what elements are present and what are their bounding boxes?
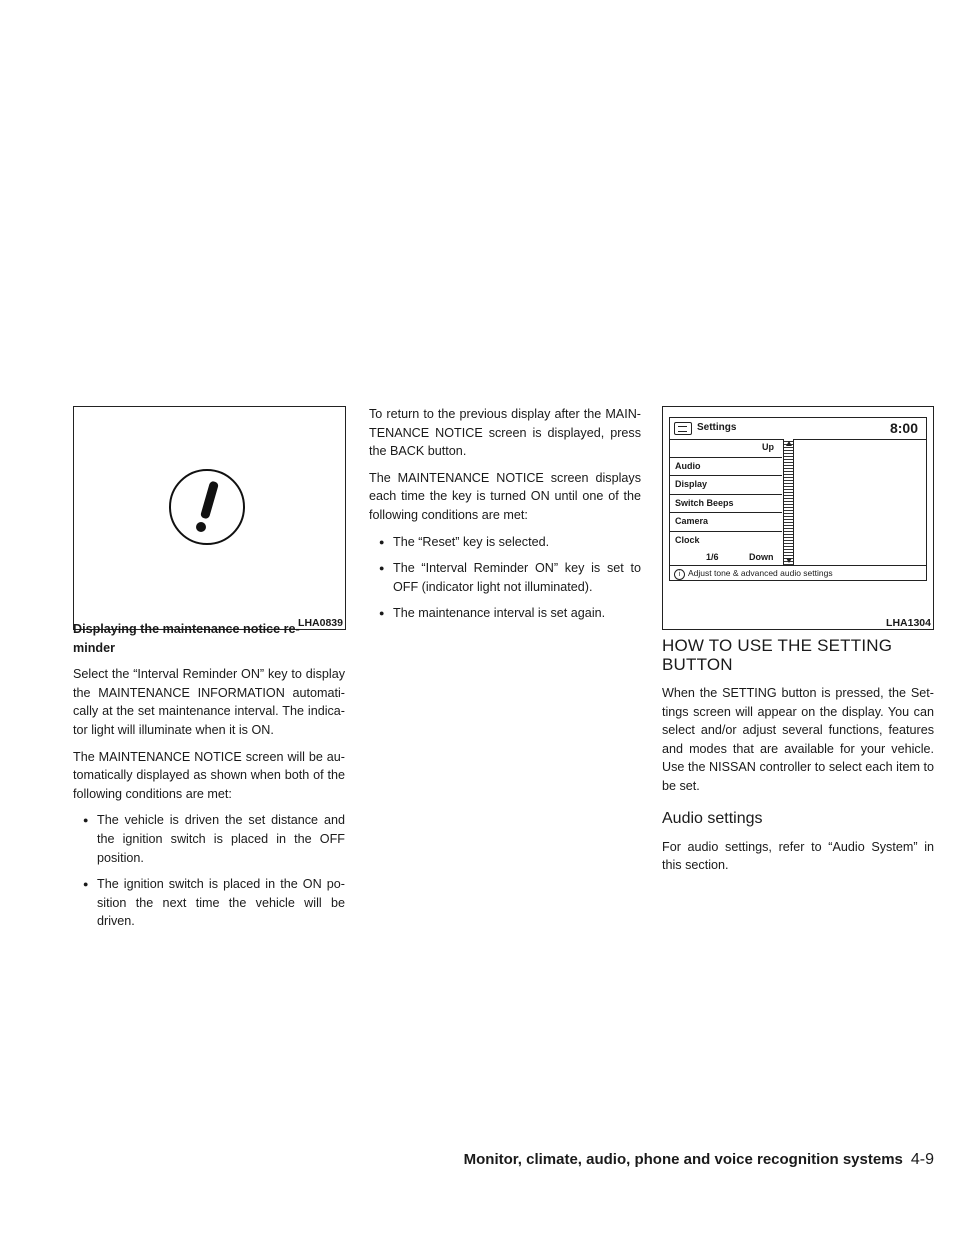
list-item: ● The “Interval Reminder ON” key is set to OFF (indicator light not illuminated).	[369, 559, 641, 596]
screen-divider	[670, 565, 926, 566]
subheading-audio-settings: Audio settings	[662, 809, 763, 827]
column-2	[369, 405, 641, 631]
list-item: ● The “Reset” key is selected.	[369, 533, 641, 552]
menu-up-button[interactable]: Up	[670, 439, 782, 458]
screen-title: Settings	[697, 422, 737, 433]
info-text: Adjust tone & advanced audio settings	[688, 568, 833, 578]
paragraph: Select the “Interval Reminder ON” key to display the MAINTENANCE INFORMATION automati-cally at the set maintenance interval. The indica-tor light will illuminate when it is ON.	[73, 667, 345, 737]
menu-item-switch-beeps[interactable]: Switch Beeps	[670, 495, 782, 514]
paragraph: To return to the previous display after the MAIN-TENANCE NOTICE screen is displayed, press the BACK button.	[369, 407, 641, 459]
exclamation-warning-icon	[169, 469, 245, 545]
list-item: ● The ignition switch is placed in the ON po-sition the next time the vehicle will be driven.	[73, 875, 345, 931]
exclamation-bar	[200, 480, 219, 519]
paragraph: The MAINTENANCE NOTICE screen will be au-tomatically displayed as shown when both of the following conditions are met:	[73, 749, 345, 801]
screen-header	[670, 418, 926, 440]
footer-section-title: Monitor, climate, audio, phone and voice recognition systems	[463, 1151, 903, 1168]
bullet-list	[73, 811, 345, 931]
menu-item-camera[interactable]: Camera	[670, 513, 782, 532]
menu-item-display[interactable]: Display	[670, 476, 782, 495]
page-number: 4-9	[910, 1151, 934, 1168]
menu-pager	[670, 551, 782, 565]
paragraph: The MAINTENANCE NOTICE screen displays each time the key is turned ON until one of the following conditions are met:	[369, 470, 641, 522]
figure-code: LHA1304	[883, 616, 933, 629]
exclamation-dot	[196, 522, 206, 532]
info-icon: i	[674, 569, 685, 580]
section-heading-setting-button: HOW TO USE THE SETTING BUTTON	[662, 636, 893, 674]
page-footer	[464, 1151, 934, 1169]
paragraph: When the SETTING button is pressed, the Set-tings screen will appear on the display. You can select and/or adjust several functions, features and modes that are available for your vehicle. Use the NISSAN controller to select each item to be set.	[662, 686, 934, 793]
column-1	[73, 620, 345, 939]
settings-screen-figure	[662, 406, 934, 630]
settings-screen	[669, 417, 927, 581]
menu-down-button[interactable]: Down	[749, 552, 774, 562]
section-heading-maintenance-reminder: Displaying the maintenance notice re- minder	[73, 622, 300, 655]
figure-code: LHA0839	[295, 616, 345, 629]
settings-menu	[670, 439, 782, 550]
warning-figure	[73, 406, 346, 630]
menu-item-clock[interactable]: Clock	[675, 534, 700, 545]
list-item: ● The vehicle is driven the set distance and the ignition switch is placed in the OFF position.	[73, 811, 345, 867]
menu-item-audio[interactable]: Audio	[670, 458, 782, 477]
paragraph: For audio settings, refer to “Audio System” in this section.	[662, 839, 934, 873]
page-indicator: 1/6	[706, 552, 719, 562]
screen-info-line	[674, 568, 833, 580]
column-3	[662, 636, 934, 883]
scrollbar[interactable]	[783, 439, 794, 565]
screen-clock: 8:00	[889, 420, 918, 436]
list-item: ● The maintenance interval is set again.	[369, 604, 641, 623]
settings-menu-icon	[674, 422, 692, 435]
bullet-list	[369, 533, 641, 623]
